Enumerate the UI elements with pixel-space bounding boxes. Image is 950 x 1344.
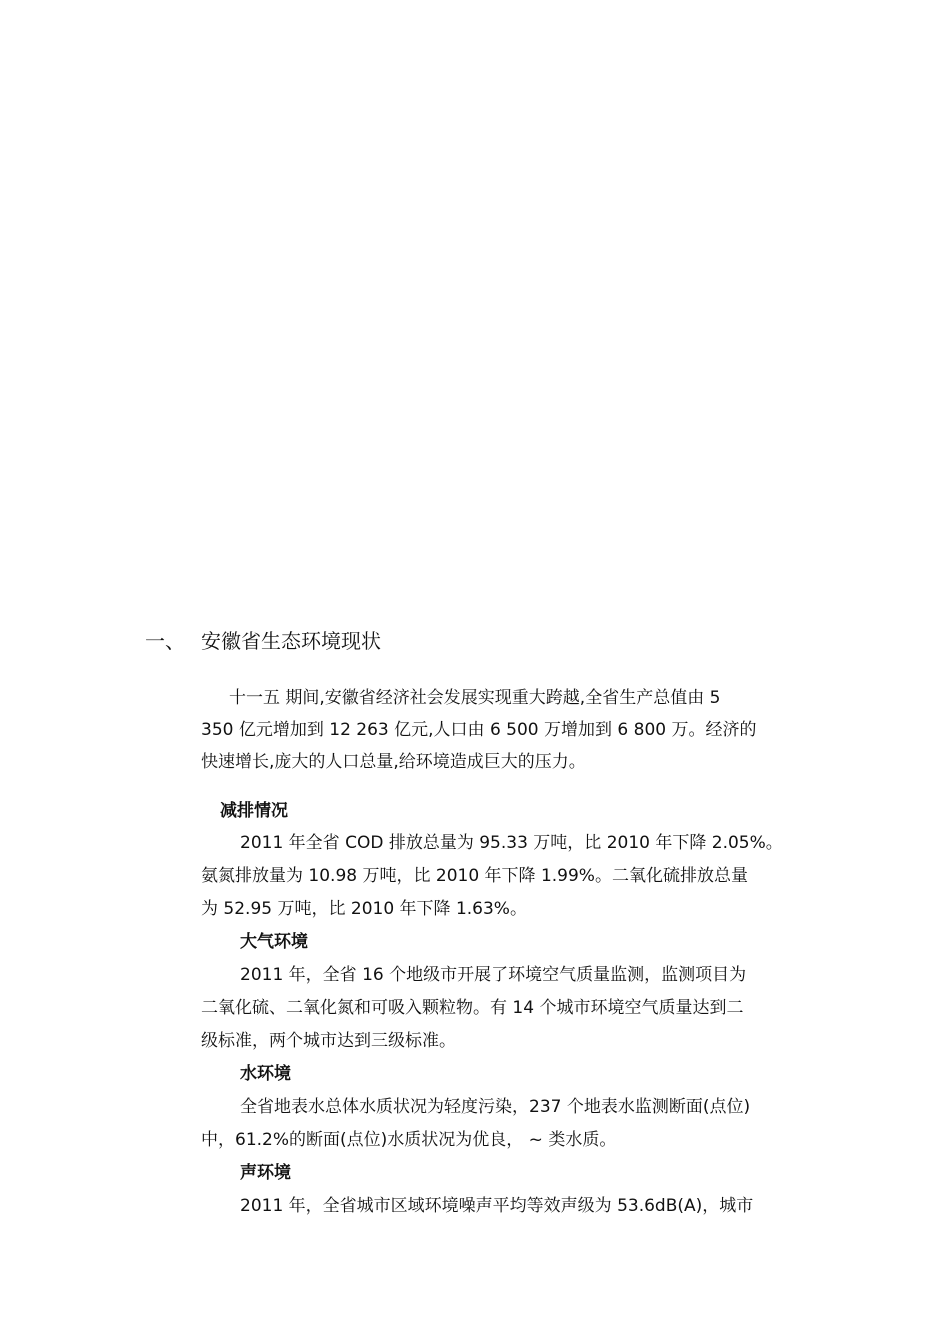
emission-heading: 减排情况 — [220, 801, 288, 821]
noise-line-1: 2011 年，全省城市区域环境噪声平均等效声级为 53.6dB(A)，城市 — [240, 1196, 754, 1216]
section-title: 安徽省生态环境现状 — [201, 629, 381, 653]
air-line-2: 二氧化硫、二氧化氮和可吸入颗粒物。有 14 个城市环境空气质量达到二 — [201, 998, 744, 1018]
emission-line-2: 氨氮排放量为 10.98 万吨，比 2010 年下降 1.99%。二氧化硫排放总量 — [201, 866, 748, 886]
water-heading: 水环境 — [240, 1064, 291, 1084]
intro-line-1: 十一五 期间,安徽省经济社会发展实现重大跨越,全省生产总值由 5 — [229, 688, 721, 708]
air-line-3: 级标准，两个城市达到三级标准。 — [201, 1031, 456, 1051]
intro-line-3: 快速增长,庞大的人口总量,给环境造成巨大的压力。 — [201, 752, 586, 772]
water-line-1: 全省地表水总体水质状况为轻度污染，237 个地表水监测断面(点位) — [240, 1097, 751, 1117]
section-heading — [145, 626, 381, 656]
emission-line-1: 2011 年全省 COD 排放总量为 95.33 万吨，比 2010 年下降 2.05%。 — [240, 833, 783, 853]
intro-line-2: 350 亿元增加到 12 263 亿元,人口由 6 500 万增加到 6 800 万。经济的 — [201, 720, 757, 740]
air-line-1: 2011 年，全省 16 个地级市开展了环境空气质量监测，监测项目为 — [240, 965, 747, 985]
emission-line-3: 为 52.95 万吨，比 2010 年下降 1.63%。 — [201, 899, 527, 919]
air-heading: 大气环境 — [240, 932, 308, 952]
noise-heading: 声环境 — [240, 1163, 291, 1183]
water-line-2: 中，61.2%的断面(点位)水质状况为优良， ~ 类水质。 — [201, 1130, 617, 1150]
section-number: 一、 — [145, 629, 185, 653]
